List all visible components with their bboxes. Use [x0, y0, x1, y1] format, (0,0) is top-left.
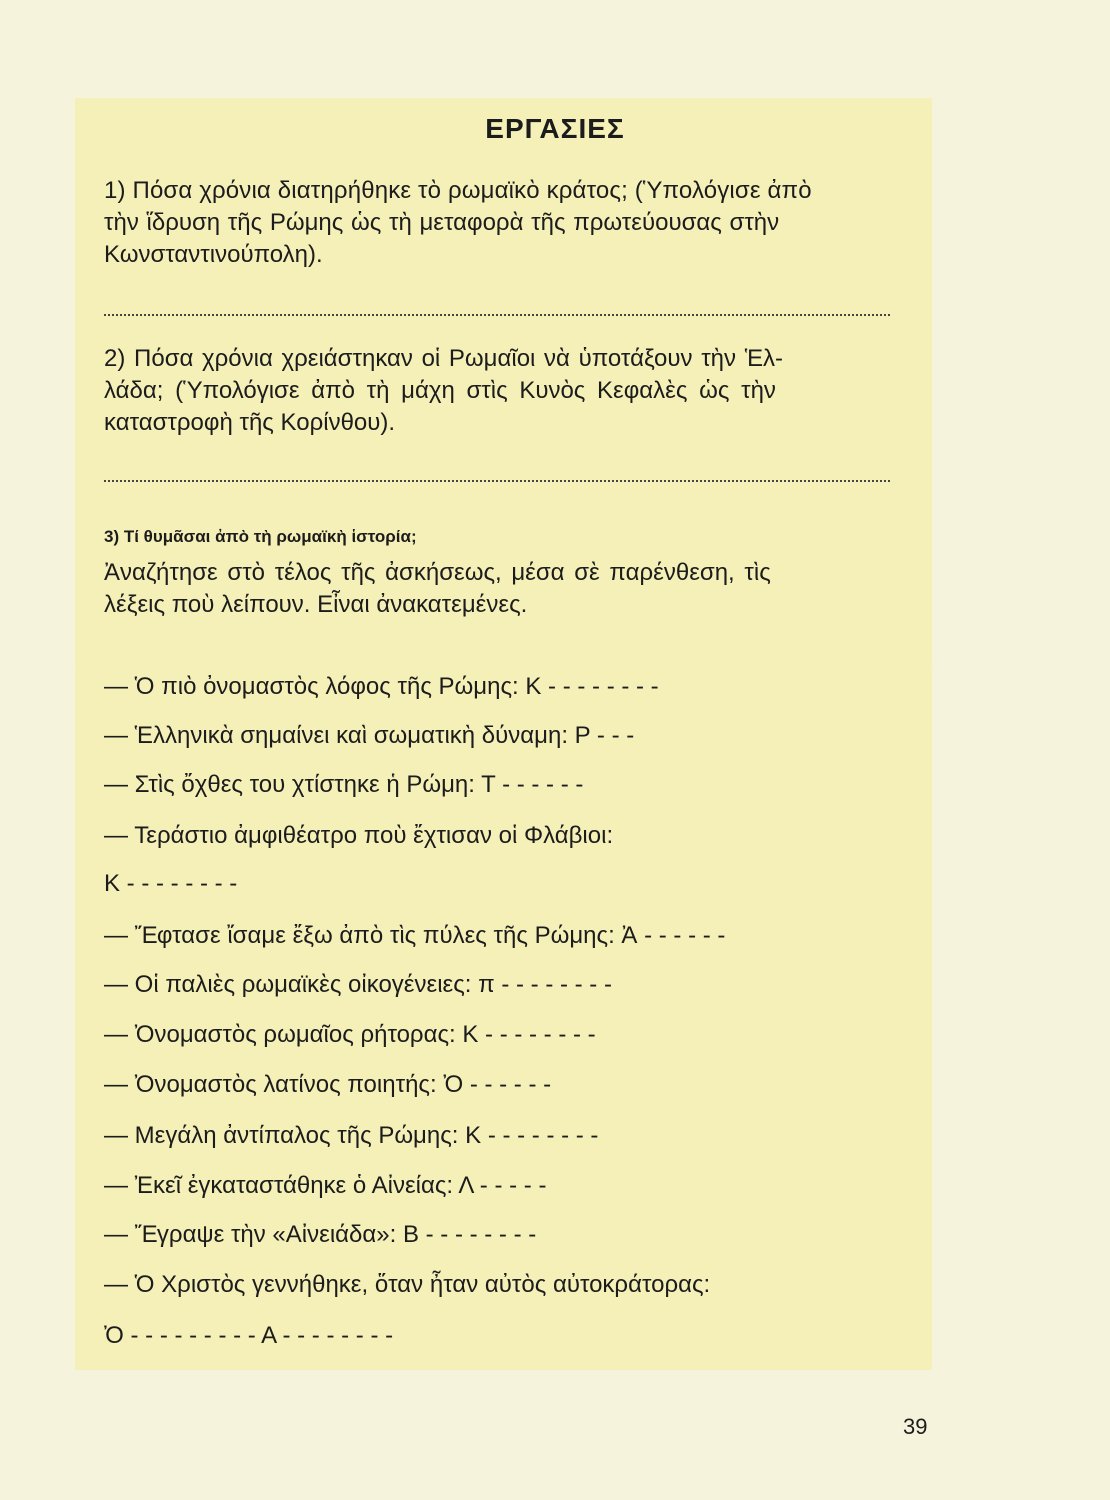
- question-1-line: Κωνσταντινούπολη).: [104, 241, 323, 268]
- question-2-line: λάδα; (Ὑπολόγισε ἀπὸ τὴ μάχη στὶς Κυνὸς Κεφαλὲς ὡς τὴν: [104, 377, 776, 404]
- instruction-line: Ἀναζήτησε στὸ τέλος τῆς ἀσκήσεως, μέσα σὲ παρένθεση, τὶς: [104, 559, 771, 586]
- question-2-line: καταστροφὴ τῆς Κορίνθου).: [104, 409, 396, 436]
- question-1-line: τὴν ἵδρυση τῆς Ρώμης ὡς τὴ μεταφορὰ τῆς πρωτεύουσας στὴν: [104, 209, 780, 236]
- page-number: 39: [903, 1414, 928, 1439]
- page-title: ΕΡΓΑΣΙΕΣ: [485, 113, 625, 144]
- question-3-instructions: [104, 558, 904, 620]
- fill-in-item: — Μεγάλη ἀντίπαλος τῆς Ρώμης: Κ - - - - - - - -: [104, 1122, 599, 1149]
- fill-in-item: — Ὁ πιὸ ὀνομαστὸς λόφος τῆς Ρώμης: Κ - - - - - - - -: [104, 673, 659, 700]
- fill-in-item: — Ἑλληνικὰ σημαίνει καὶ σωματικὴ δύναμη: Ρ - - -: [104, 722, 635, 749]
- question-2-line: 2) Πόσα χρόνια χρειάστηκαν οἱ Ρωμαῖοι νὰ ὑποτάξουν τὴν Ἑλ-: [104, 345, 784, 372]
- question-1: [104, 176, 904, 270]
- fill-in-item: Ὀ - - - - - - - - - Α - - - - - - - -: [104, 1322, 394, 1349]
- fill-in-item: — Οἱ παλιὲς ρωμαϊκὲς οἰκογένειες: π - - - - - - - -: [104, 971, 612, 998]
- instruction-line: λέξεις ποὺ λείπουν. Εἶναι ἀνακατεμένες.: [104, 591, 528, 618]
- question-2: [104, 344, 904, 438]
- fill-in-item: — Ὀνομαστὸς λατίνος ποιητής: Ὀ - - - - - -: [104, 1071, 552, 1098]
- answer-line-1[interactable]: [104, 314, 890, 316]
- fill-in-item: — Ἐκεῖ ἐγκαταστάθηκε ὁ Αἰνείας: Λ - - - - -: [104, 1172, 547, 1199]
- question-3-heading: 3) Τί θυμᾶσαι ἀπὸ τὴ ρωμαϊκὴ ἱστορία;: [104, 527, 417, 546]
- fill-in-item: — Τεράστιο ἀμφιθέατρο ποὺ ἔχτισαν οἱ Φλάβιοι:: [104, 822, 614, 849]
- question-1-line: 1) Πόσα χρόνια διατηρήθηκε τὸ ρωμαϊκὸ κράτος; (Ὑπολόγισε ἀπὸ: [104, 177, 812, 204]
- fill-in-item: — Ὁ Χριστὸς γεννήθηκε, ὅταν ἦταν αὐτὸς αὐτοκράτορας:: [104, 1271, 711, 1298]
- fill-in-item: — Ἔγραψε τὴν «Αἰνειάδα»: Β - - - - - - - -: [104, 1221, 537, 1248]
- fill-in-item: — Στὶς ὄχθες του χτίστηκε ἡ Ρώμη: Τ - - - - - -: [104, 771, 584, 798]
- fill-in-item: — Ὀνομαστὸς ρωμαῖος ρήτορας: Κ - - - - - - - -: [104, 1021, 596, 1048]
- answer-line-2[interactable]: [104, 480, 890, 482]
- fill-in-item: — Ἔφτασε ἴσαμε ἔξω ἀπὸ τὶς πύλες τῆς Ρώμης: Ἀ - - - - - -: [104, 922, 726, 949]
- fill-in-item: Κ - - - - - - - -: [104, 870, 238, 897]
